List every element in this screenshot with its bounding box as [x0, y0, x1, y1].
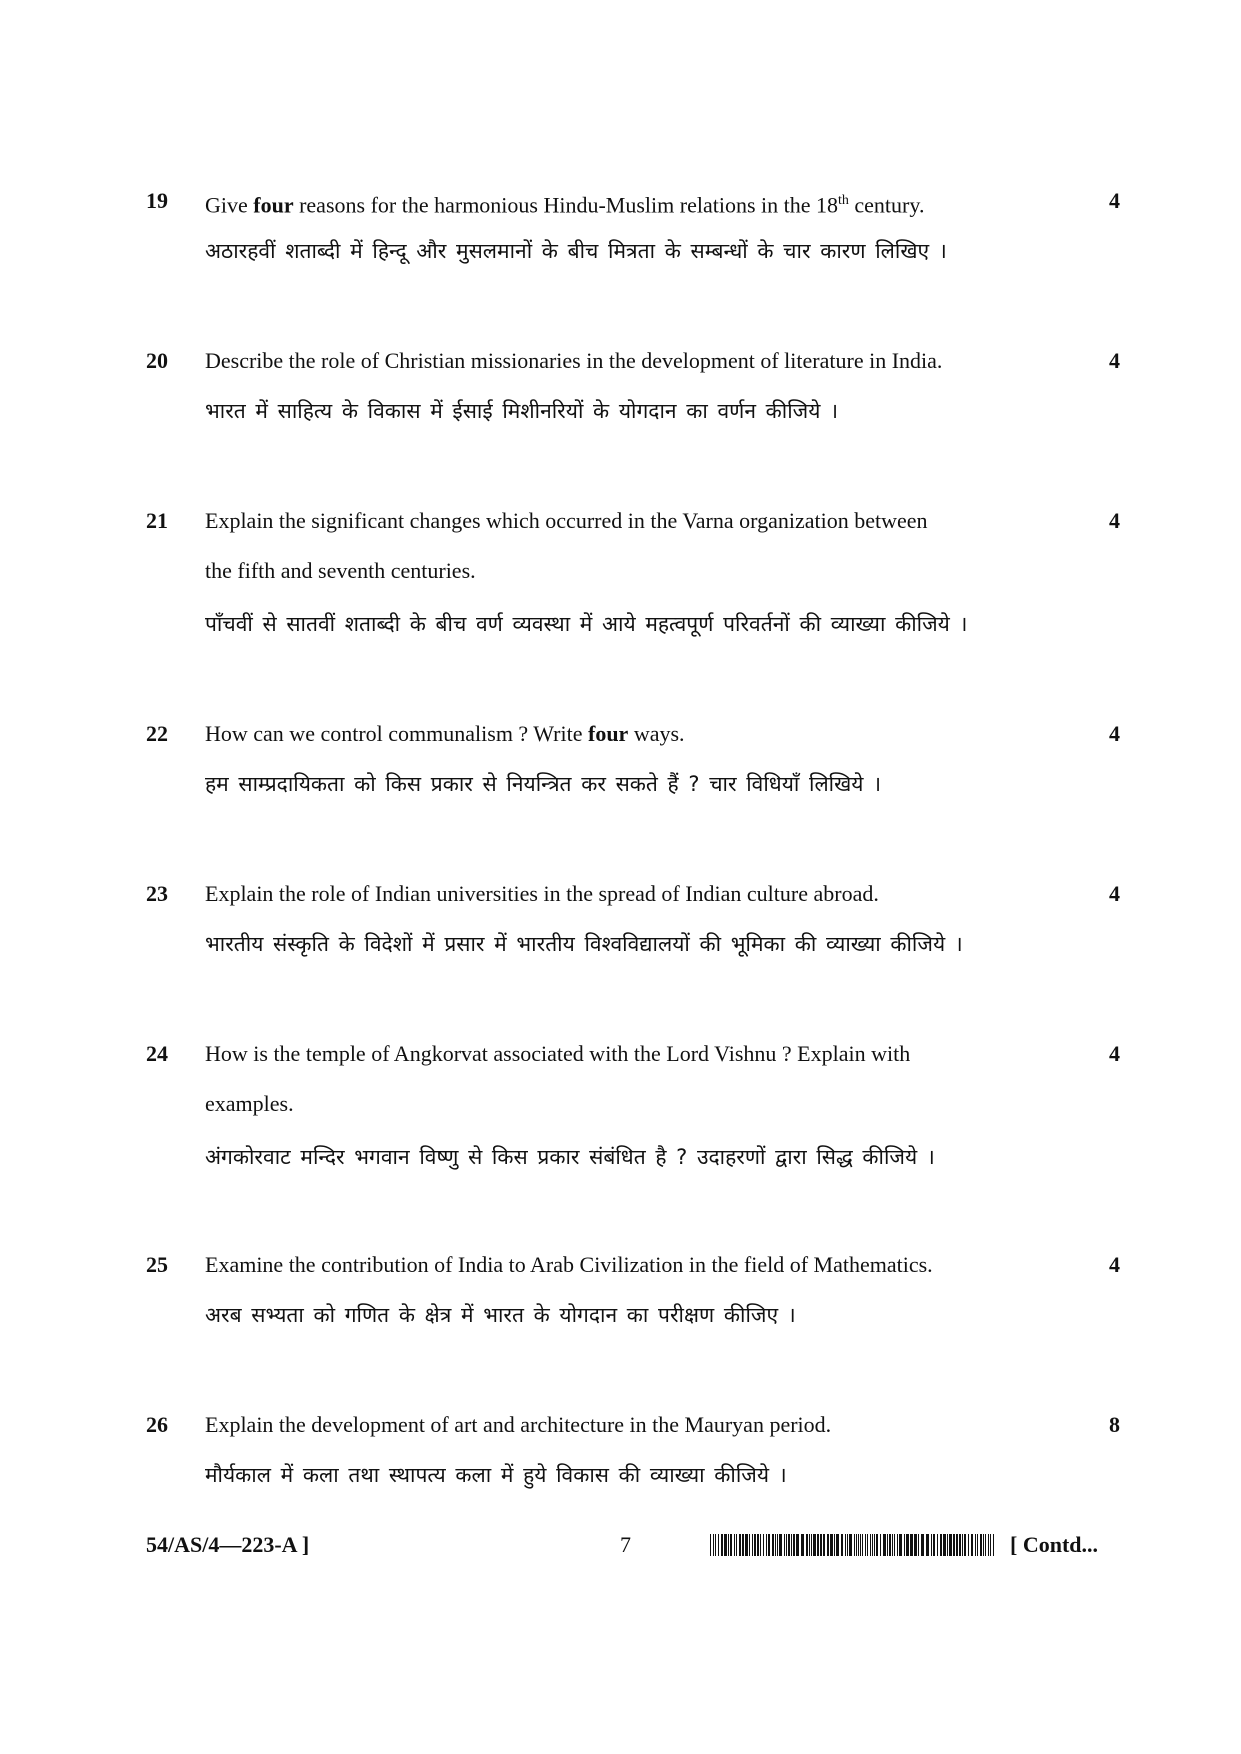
- question-marks: 4: [1109, 508, 1120, 533]
- question-marks: 4: [1109, 188, 1120, 213]
- question-text-hi: अरब सभ्यता को गणित के क्षेत्र में भारत के योगदान का परीक्षण कीजिए ।: [205, 1303, 796, 1327]
- barcode-icon: [710, 1534, 998, 1556]
- question-marks: 4: [1109, 1252, 1120, 1277]
- question-number: 26: [146, 1412, 168, 1437]
- question-number: 19: [146, 188, 168, 213]
- question-text-hi: पाँचवीं से सातवीं शताब्दी के बीच वर्ण व्यवस्था में आये महत्वपूर्ण परिवर्तनों की व्याख्या कीजिये ।: [205, 612, 968, 636]
- question-text-en: Give four reasons for the harmonious Hindu-Muslim relations in the 18th century.: [205, 192, 925, 218]
- question-number: 25: [146, 1252, 168, 1277]
- question-marks: 4: [1109, 348, 1120, 373]
- question-number: 24: [146, 1041, 168, 1066]
- question-text-en: How can we control communalism ? Write four ways.: [205, 721, 685, 746]
- question-marks: 8: [1109, 1412, 1120, 1437]
- paper-code: 54/AS/4—223-A ]: [146, 1532, 310, 1557]
- question-number: 22: [146, 721, 168, 746]
- continued-label: [ Contd...: [1010, 1532, 1099, 1557]
- question-text-en: Examine the contribution of India to Arab Civilization in the field of Mathematics.: [205, 1252, 933, 1277]
- question-marks: 4: [1109, 1041, 1120, 1066]
- question-text-hi: अंगकोरवाट मन्दिर भगवान विष्णु से किस प्रकार संबंधित है ? उदाहरणों द्वारा सिद्ध कीजिये ।: [205, 1145, 935, 1169]
- question-text-en-line2: the fifth and seventh centuries.: [205, 558, 476, 583]
- question-text-en: Explain the significant changes which occurred in the Varna organization between: [205, 508, 928, 533]
- question-text-en: How is the temple of Angkorvat associated with the Lord Vishnu ? Explain with: [205, 1041, 911, 1066]
- question-text-hi: हम साम्प्रदायिकता को किस प्रकार से नियन्त्रित कर सकते हैं ? चार विधियाँ लिखिये ।: [205, 772, 882, 796]
- question-text-hi: अठारहवीं शताब्दी में हिन्दू और मुसलमानों के बीच मित्रता के सम्बन्धों के चार कारण लिखिए ।: [205, 239, 947, 263]
- question-text-hi: भारतीय संस्कृति के विदेशों में प्रसार में भारतीय विश्वविद्यालयों की भूमिका की व्याख्या कीजिये ।: [205, 932, 963, 956]
- question-marks: 4: [1109, 881, 1120, 906]
- question-text-en: Explain the role of Indian universities in the spread of Indian culture abroad.: [205, 881, 879, 906]
- question-text-en: Explain the development of art and architecture in the Mauryan period.: [205, 1412, 832, 1437]
- question-text-en-line2: examples.: [205, 1091, 294, 1116]
- question-text-hi: मौर्यकाल में कला तथा स्थापत्य कला में हुये विकास की व्याख्या कीजिये ।: [205, 1463, 787, 1487]
- question-text-hi: भारत में साहित्य के विकास में ईसाई मिशीनरियों के योगदान का वर्णन कीजिये ।: [205, 399, 839, 423]
- question-number: 21: [146, 508, 168, 533]
- question-number: 20: [146, 348, 168, 373]
- page-number: 7: [620, 1532, 631, 1557]
- question-marks: 4: [1109, 721, 1120, 746]
- question-text-en: Describe the role of Christian missionaries in the development of literature in India.: [205, 348, 943, 373]
- question-number: 23: [146, 881, 168, 906]
